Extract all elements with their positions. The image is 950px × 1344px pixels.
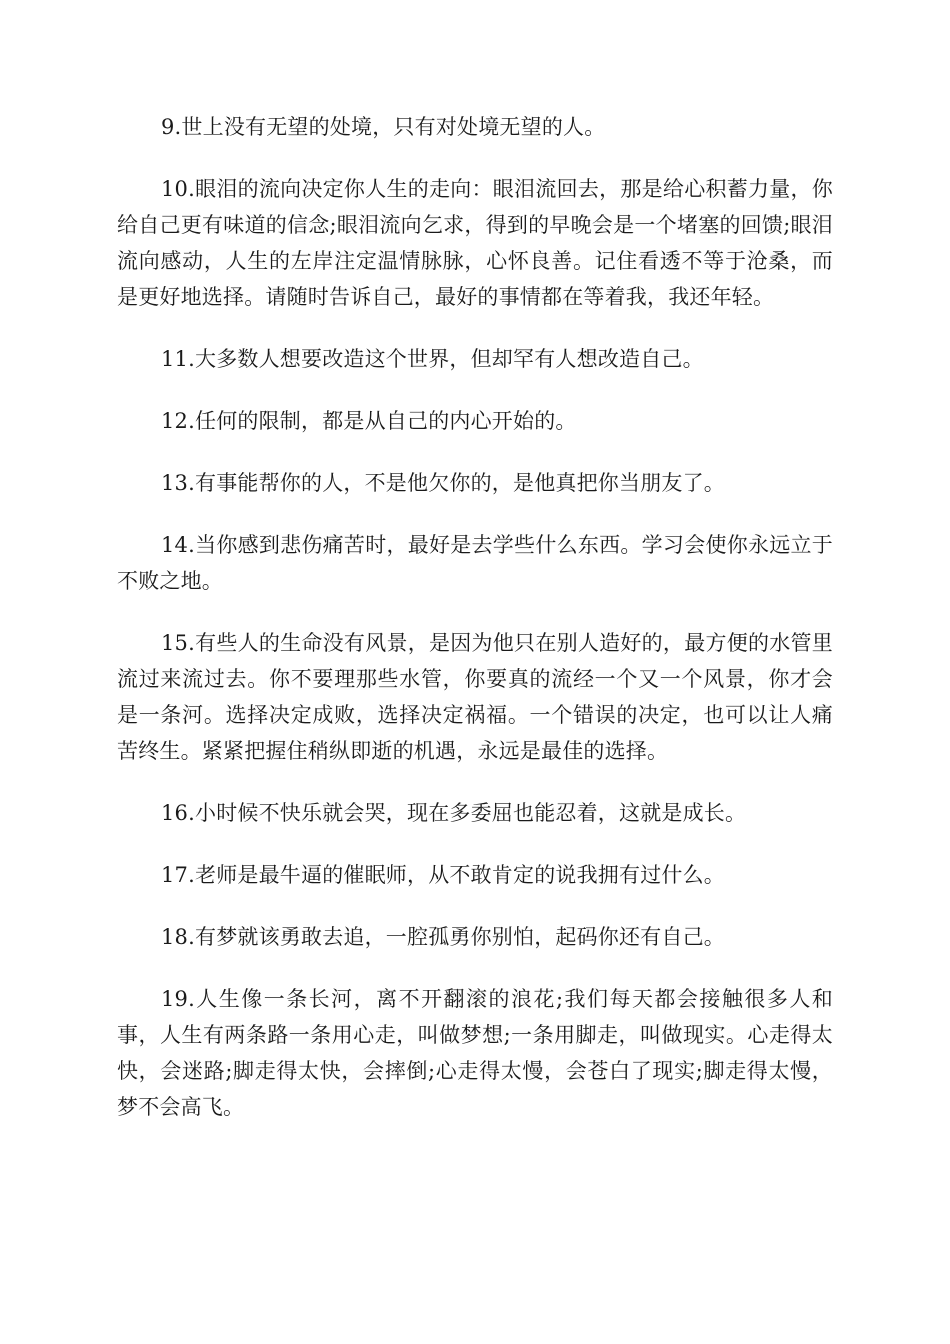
paragraph-12: 12.任何的限制，都是从自己的内心开始的。 — [161, 409, 577, 433]
paragraph-11: 11.大多数人想要改造这个世界，但却罕有人想改造自己。 — [161, 347, 704, 371]
paragraph-16: 16.小时候不快乐就会哭，现在多委屈也能忍着，这就是成长。 — [161, 801, 747, 825]
paragraph-14: 14.当你感到悲伤痛苦时，最好是去学些什么东西。学习会使你永远立于不败之地。 — [117, 533, 833, 593]
document-body — [117, 109, 833, 1151]
paragraph-15: 15.有些人的生命没有风景，是因为他只在别人造好的，最方便的水管里流过来流过去。你不要理那些水管，你要真的流经一个又一个风景，你才会是一条河。选择决定成败，选择决定祸福。一个错误的决定，也可以让人痛苦终生。紧紧把握住稍纵即逝的机遇，永远是最佳的选择。 — [117, 631, 833, 763]
paragraph-17: 17.老师是最牛逼的催眠师，从不敢肯定的说我拥有过什么。 — [161, 863, 725, 887]
paragraph-9: 9.世上没有无望的处境，只有对处境无望的人。 — [161, 115, 606, 139]
paragraph-10: 10.眼泪的流向决定你人生的走向：眼泪流回去，那是给心积蓄力量，你给自己更有味道的信念;眼泪流向乞求，得到的早晚会是一个堵塞的回馈;眼泪流向感动，人生的左岸注定温情脉脉，心怀良善。记住看透不等于沧桑，而是更好地选择。请随时告诉自己，最好的事情都在等着我，我还年轻。 — [117, 177, 833, 309]
paragraph-19: 19.人生像一条长河，离不开翻滚的浪花;我们每天都会接触很多人和事，人生有两条路一条用心走，叫做梦想;一条用脚走，叫做现实。心走得太快，会迷路;脚走得太快，会摔倒;心走得太慢，会苍白了现实;脚走得太慢，梦不会高飞。 — [117, 987, 833, 1119]
paragraph-13: 13.有事能帮你的人，不是他欠你的，是他真把你当朋友了。 — [161, 471, 725, 495]
paragraph-18: 18.有梦就该勇敢去追，一腔孤勇你别怕，起码你还有自己。 — [161, 925, 725, 949]
